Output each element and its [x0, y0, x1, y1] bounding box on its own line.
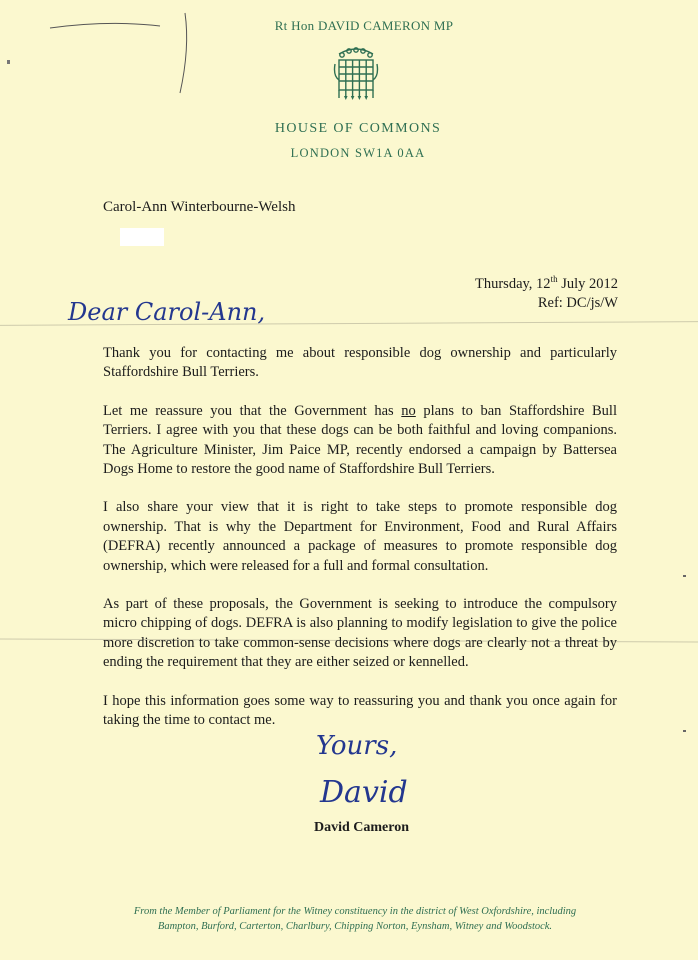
paragraph-2-emphasis: no — [401, 402, 416, 419]
paragraph-2-end: plans to ban Staffordshire Bull Terriers. I agree with you that these dogs can be both faithful and loving companions. The Agriculture Minister, Jim Paice MP, recently endorsed a campaign by Battersea Dogs Home to restore the good name of Staffordshire Bull Terriers. — [103, 402, 617, 478]
date-weekday: Thursday, 12 — [474, 275, 551, 292]
footer-line-2: Bampton, Burford, Carterton, Charlbury, Chipping Norton, Eynsham, Witney and Woodstock. — [157, 921, 553, 932]
recipient-name: Carol-Ann Winterbourne-Welsh — [103, 199, 296, 215]
house-of-commons-heading: HOUSE OF COMMONS — [274, 121, 442, 136]
handwritten-signature — [312, 718, 422, 818]
scan-speck-left — [7, 60, 10, 64]
date-month-year: July 2012 — [557, 275, 618, 292]
redacted-address — [120, 228, 164, 246]
paragraph-2 — [103, 402, 617, 480]
letter-body — [103, 344, 617, 750]
valediction-text: Yours, — [316, 731, 398, 761]
scan-speck-right-1 — [683, 575, 686, 577]
portcullis-icon — [333, 46, 379, 102]
paragraph-5: I hope this information goes some way to reassuring you and thank you once again for taking the time to contact me. — [103, 692, 617, 729]
footer — [60, 904, 650, 934]
paragraph-3: I also share your view that it is right to take steps to promote responsible dog ownership. That is why the Department for Environment, Food and Rural Affairs (DEFRA) recently announced a package of measures to promote responsible dog ownership, which were released for a full and formal consultation. — [103, 499, 617, 574]
paragraph-1: Thank you for contacting me about responsible dog ownership and particularly Staffordshire Bull Terriers. — [103, 345, 617, 381]
salutation-text: Dear Carol-Ann, — [68, 298, 266, 326]
signature-text: David — [320, 775, 408, 810]
reference-line: Ref: DC/js/W — [537, 294, 618, 311]
address-line: LONDON SW1A 0AA — [290, 146, 426, 160]
date-block — [475, 270, 618, 313]
mp-name-heading: Rt Hon DAVID CAMERON MP — [274, 18, 454, 33]
date-suffix: th — [550, 274, 558, 284]
scan-speck-right-2 — [683, 730, 686, 732]
handwritten-salutation — [66, 290, 266, 332]
paragraph-2-start: Let me reassure you that the Government has — [103, 402, 402, 419]
footer-line-1: From the Member of Parliament for the Witney constituency in the district of West Oxfordshire, including — [133, 906, 577, 917]
signer-name: David Cameron — [314, 820, 410, 835]
letter-date — [475, 270, 618, 294]
paragraph-4: As part of these proposals, the Government is seeking to introduce the compulsory micro chipping of dogs. DEFRA is also planning to modify legislation to give the police more discretion to take common-sense decisions where dogs are clearly not a threat by ending the requirement that they are either seized or kennelled. — [103, 596, 617, 671]
